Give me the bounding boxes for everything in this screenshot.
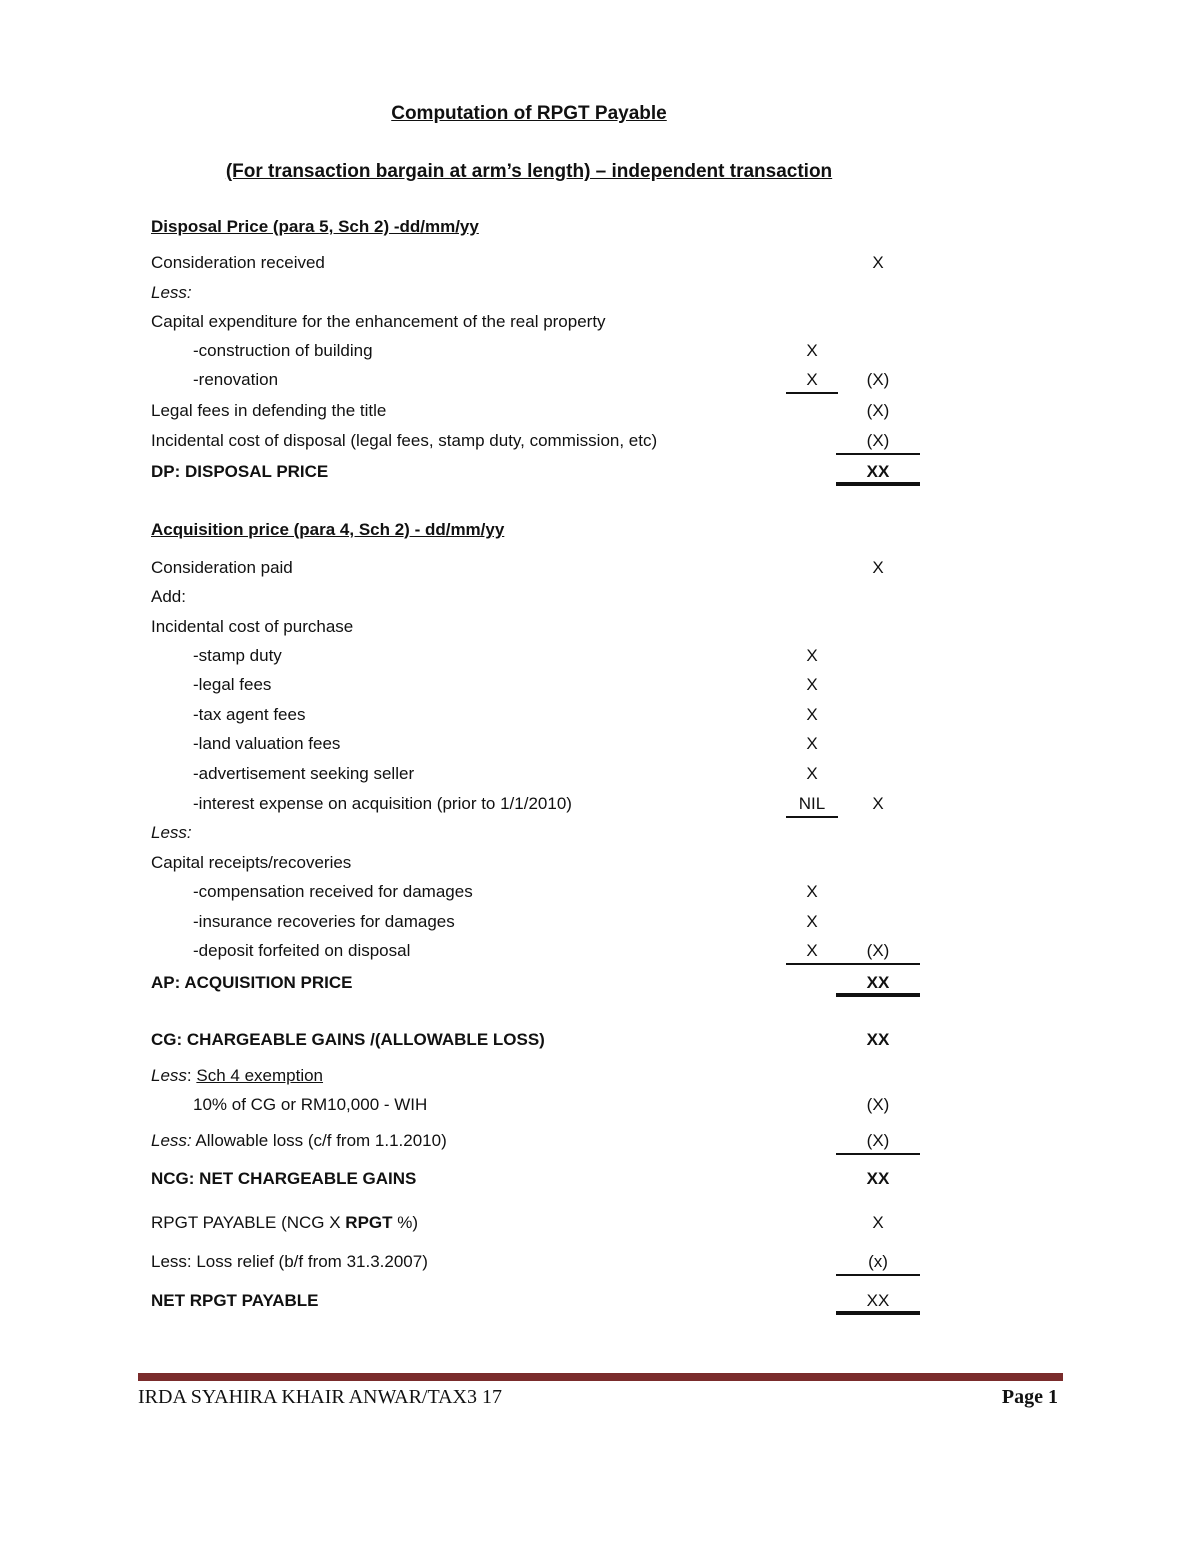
rpgt-label-a: RPGT PAYABLE (NCG X: [151, 1213, 346, 1232]
row-label: AP: ACQUISITION PRICE: [151, 973, 353, 992]
row-total: (X): [866, 1095, 890, 1114]
row-total: X: [872, 1213, 884, 1232]
row-total: (X): [866, 370, 890, 389]
allowable-loss-label: Allowable loss (c/f from 1.1.2010): [191, 1131, 447, 1150]
acquisition-less-row: [0, 819, 1200, 847]
row-value: X: [806, 764, 818, 783]
row-value: X: [786, 937, 838, 965]
disposal-legal-row: [0, 397, 1200, 425]
row-label: Less:: [151, 283, 192, 302]
row-label: Consideration received: [151, 253, 325, 272]
row-value: X: [806, 341, 818, 360]
row-label: -land valuation fees: [193, 734, 341, 753]
acquisition-stamp-row: [0, 642, 1200, 670]
disposal-less-row: [0, 279, 1200, 307]
row-value: X: [786, 366, 838, 394]
acquisition-compensation-row: [0, 878, 1200, 906]
row-label: Less: Loss relief (b/f from 31.3.2007): [151, 1252, 428, 1271]
row-label: -renovation: [193, 370, 279, 389]
row-label: DP: DISPOSAL PRICE: [151, 462, 329, 481]
row-value: X: [806, 734, 818, 753]
row-total: (X): [836, 427, 920, 455]
row-label: -tax agent fees: [193, 705, 306, 724]
page-number: Page 1: [1001, 1386, 1058, 1408]
disposal-incidental-row: [0, 427, 1200, 455]
row-total: (X): [866, 401, 890, 420]
rpgt-label-c: %): [392, 1213, 419, 1232]
disposal-consideration-row: [0, 249, 1200, 277]
disposal-capex-row: [0, 308, 1200, 336]
row-label: -advertisement seeking seller: [193, 764, 415, 783]
disposal-construction-row: [0, 337, 1200, 365]
row-label: 10% of CG or RM10,000 - WIH: [193, 1095, 428, 1114]
row-total: (X): [836, 937, 920, 965]
footer-bar: [138, 1373, 1063, 1381]
row-value: X: [806, 646, 818, 665]
acquisition-receipts-row: [0, 849, 1200, 877]
ten-pct-row: [0, 1091, 1200, 1119]
row-label: -compensation received for damages: [193, 882, 473, 901]
loss-relief-row: [0, 1248, 1200, 1276]
acquisition-add-row: [0, 583, 1200, 611]
row-value: X: [806, 912, 818, 931]
acquisition-advert-row: [0, 760, 1200, 788]
net-rpgt-row: [0, 1287, 1200, 1315]
colon-text: :: [186, 1066, 197, 1085]
row-total: X: [872, 558, 884, 577]
row-label: [151, 1209, 418, 1237]
row-total: (x): [836, 1248, 920, 1276]
rpgt-row: [0, 1209, 1200, 1237]
row-label: -interest expense on acquisition (prior to 1/1/2010): [193, 794, 572, 813]
row-label: -deposit forfeited on disposal: [193, 941, 411, 960]
less-prefix: Less: [151, 1066, 187, 1085]
acquisition-insurance-row: [0, 908, 1200, 936]
row-label: -insurance recoveries for damages: [193, 912, 455, 931]
acquisition-taxagent-row: [0, 701, 1200, 729]
acquisition-landval-row: [0, 730, 1200, 758]
row-total: XX: [866, 1169, 890, 1188]
acquisition-interest-row: [0, 790, 1200, 818]
row-label: -legal fees: [193, 675, 272, 694]
row-label: [151, 1062, 323, 1090]
acquisition-legal-row: [0, 671, 1200, 699]
disposal-total-row: [0, 458, 1200, 486]
row-label: Legal fees in defending the title: [151, 401, 387, 420]
row-label: Incidental cost of purchase: [151, 617, 354, 636]
row-label: CG: CHARGEABLE GAINS /(ALLOWABLE LOSS): [151, 1030, 545, 1049]
row-label: -stamp duty: [193, 646, 282, 665]
ncg-row: [0, 1165, 1200, 1193]
acquisition-total-row: [0, 969, 1200, 997]
footer-author: IRDA SYAHIRA KHAIR ANWAR/TAX3 17: [138, 1386, 502, 1408]
sch4-label: Sch 4 exemption: [196, 1066, 324, 1085]
row-total: XX: [836, 1287, 920, 1315]
row-total: (X): [836, 1127, 920, 1155]
acquisition-consideration-row: [0, 554, 1200, 582]
page-title: Computation of RPGT Payable: [391, 103, 667, 124]
row-label: Consideration paid: [151, 558, 293, 577]
acquisition-heading-row: [0, 516, 1200, 544]
acquisition-heading: Acquisition price (para 4, Sch 2) - dd/mm/yy: [151, 520, 505, 539]
acquisition-deposit-row: [0, 937, 1200, 965]
less-prefix: Less:: [151, 1131, 192, 1150]
row-value: X: [806, 882, 818, 901]
page-subtitle: (For transaction bargain at arm’s length) – independent transaction: [225, 161, 833, 182]
row-total: XX: [866, 1030, 890, 1049]
row-label: Less:: [151, 823, 192, 842]
sch4-row: [0, 1062, 1200, 1090]
disposal-heading: Disposal Price (para 5, Sch 2) -dd/mm/yy: [151, 217, 479, 236]
row-total: XX: [836, 969, 920, 997]
row-label: [151, 1127, 447, 1155]
row-value: X: [806, 705, 818, 724]
acquisition-incidental-row: [0, 613, 1200, 641]
row-label: NET RPGT PAYABLE: [151, 1291, 319, 1310]
row-label: Incidental cost of disposal (legal fees, stamp duty, commission, etc): [151, 431, 658, 450]
row-total: X: [872, 794, 884, 813]
row-label: NCG: NET CHARGEABLE GAINS: [151, 1169, 417, 1188]
row-label: Capital receipts/recoveries: [151, 853, 352, 872]
row-value: NIL: [786, 790, 838, 818]
row-value: X: [806, 675, 818, 694]
disposal-renovation-row: [0, 366, 1200, 394]
rpgt-label-b: RPGT: [345, 1213, 393, 1232]
disposal-heading-row: [0, 213, 1200, 241]
row-total: X: [872, 253, 884, 272]
row-label: Add:: [151, 587, 186, 606]
cg-row: [0, 1026, 1200, 1054]
row-label: -construction of building: [193, 341, 373, 360]
allowable-loss-row: [0, 1127, 1200, 1155]
row-label: Capital expenditure for the enhancement of the real property: [151, 312, 606, 331]
row-total: XX: [836, 458, 920, 486]
